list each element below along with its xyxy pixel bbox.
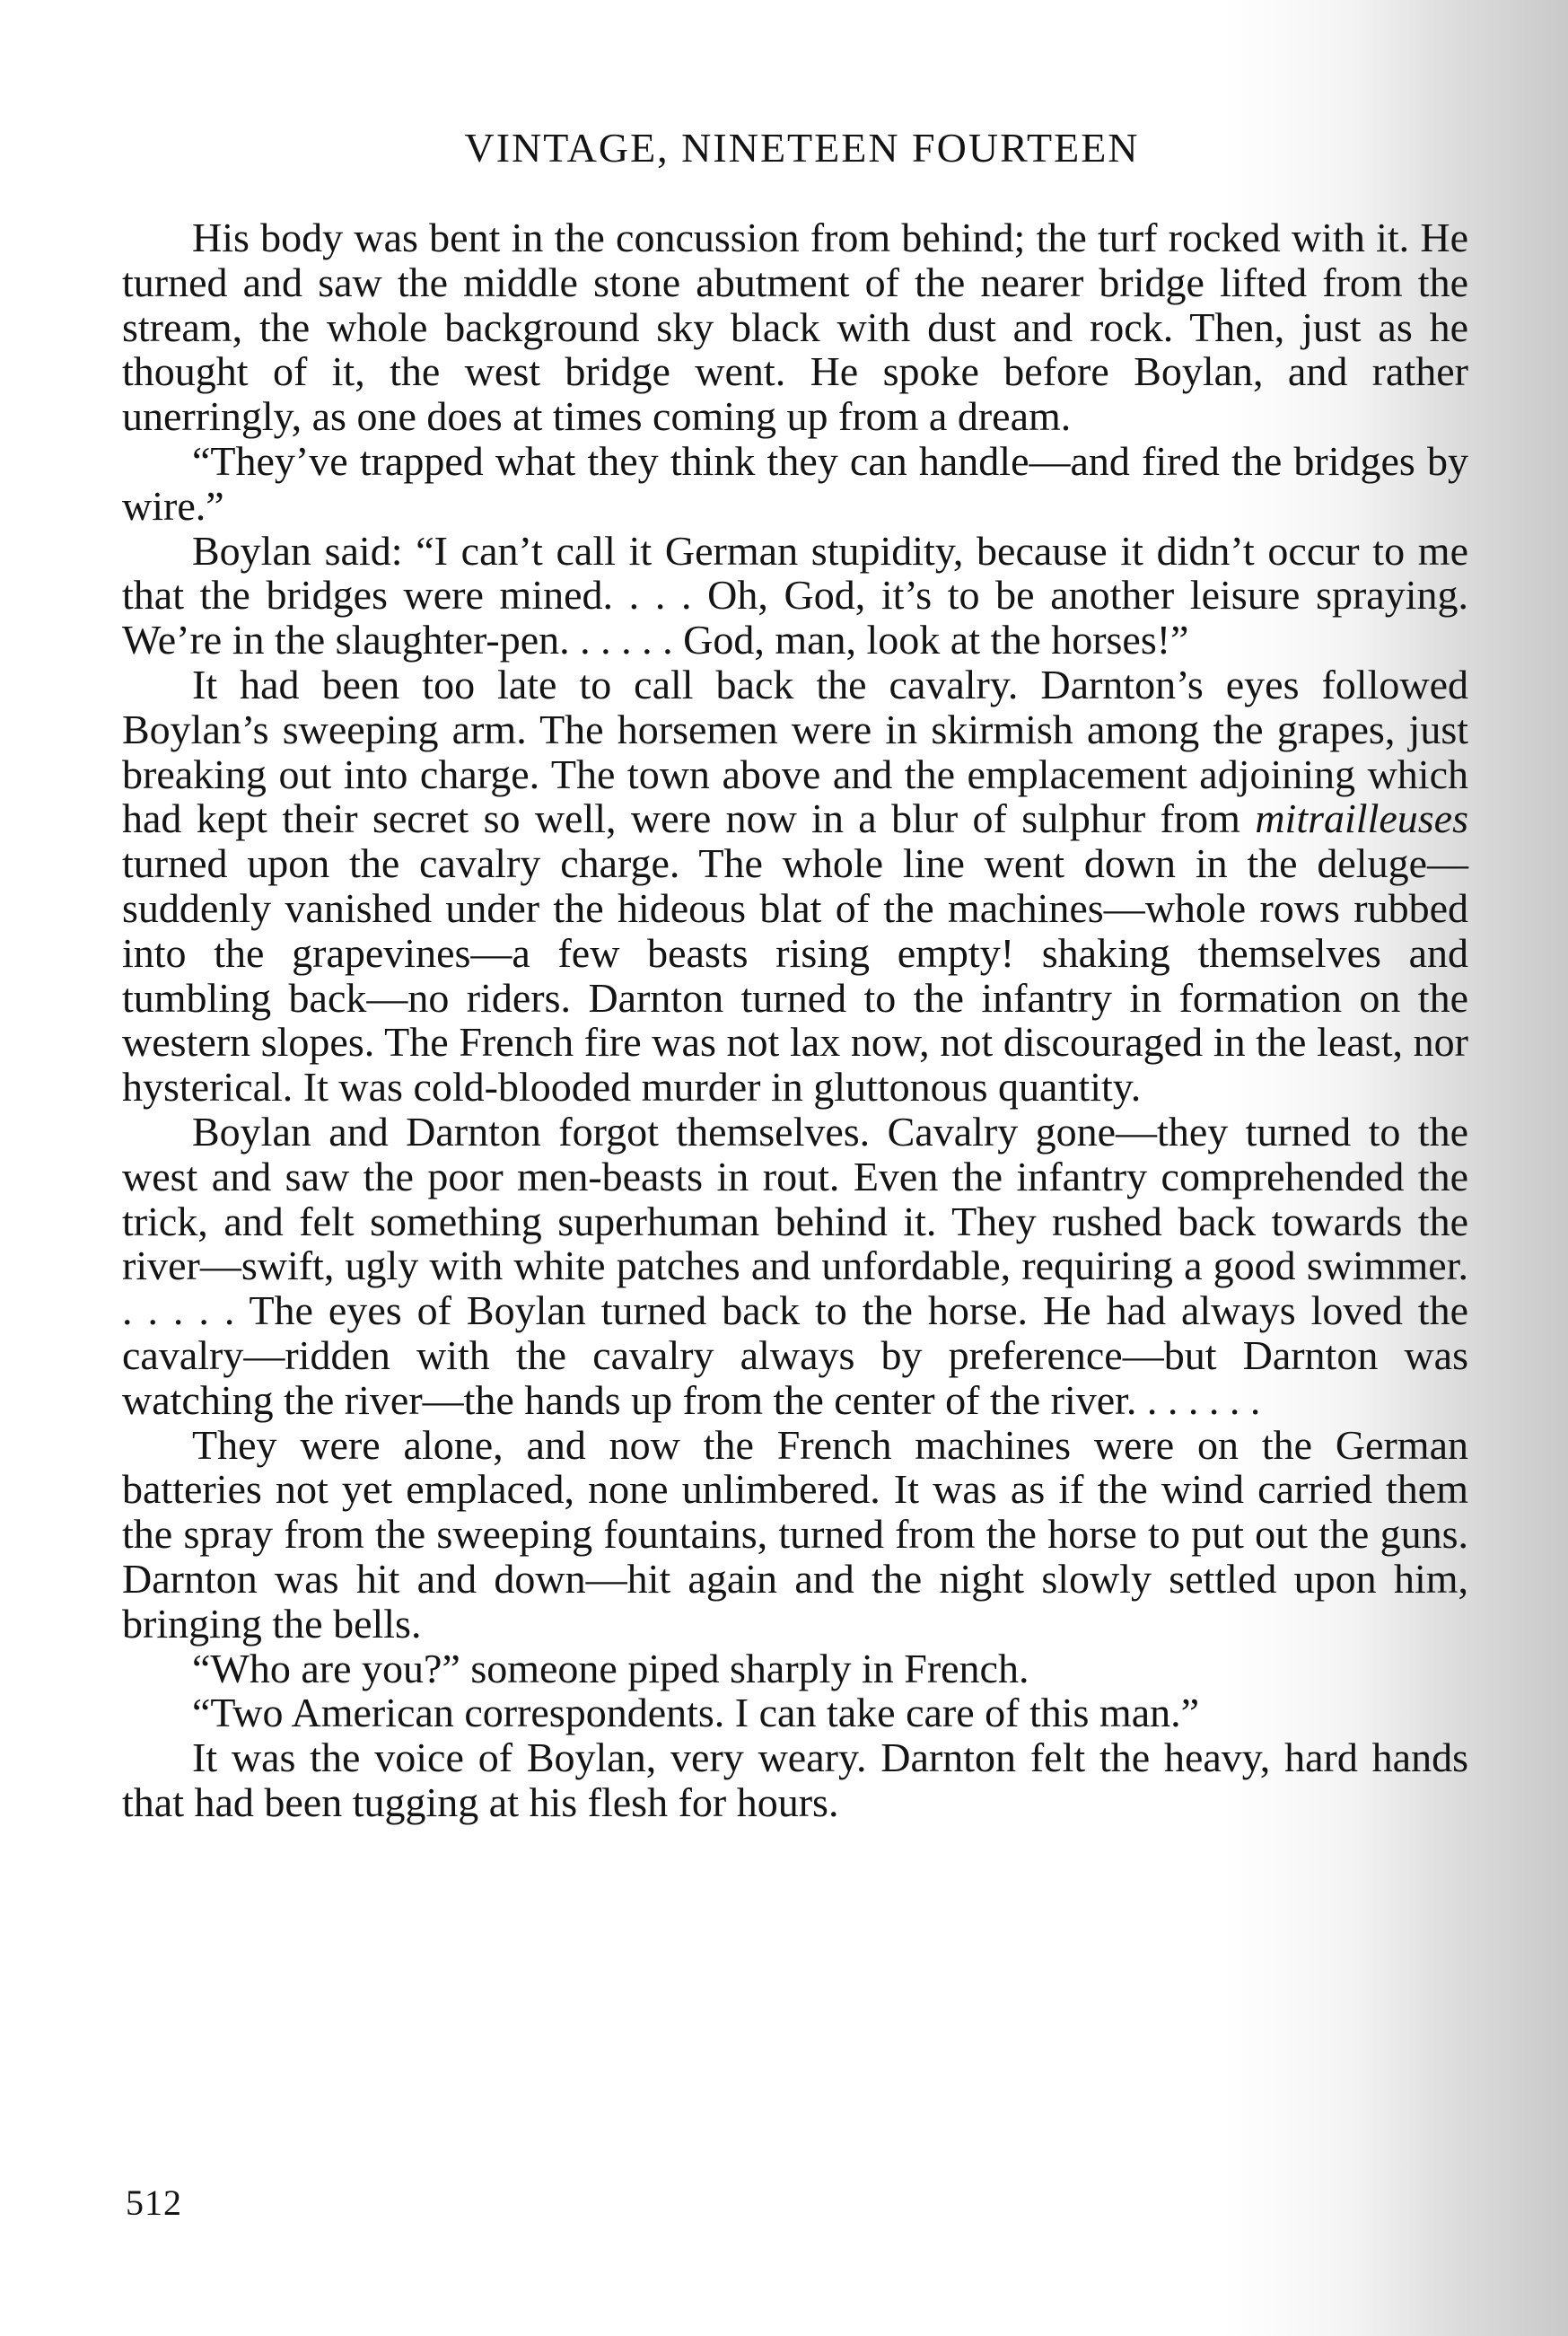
text-segment: “They’ve trapped what they think they can handle—and fired the bridges by wire.” bbox=[122, 437, 1468, 529]
text-segment: It was the voice of Boylan, very weary. Darnton felt the heavy, hard hands that had been tugging at his flesh for hours. bbox=[122, 1734, 1468, 1825]
text-segment: turned upon the cavalry charge. The whole line went down in the deluge—suddenly vanished under the hideous blat of the machines—whole rows rubbed into the grapevines—a few beasts rising empty! shaking themselves and tumbling back—no riders. Darnton turned to the infantry in formation on the western slopes. The French fire was not lax now, not discouraged in the least, nor hysterical. It was cold-blooded murder in gluttonous quantity. bbox=[122, 840, 1468, 1111]
paragraph bbox=[122, 1647, 1468, 1691]
text-segment: His body was bent in the concussion from behind; the turf rocked with it. He turned and saw the middle stone abutment of the nearer bridge lifted from the stream, the whole background sky black with dust and rock. Then, just as he thought of it, the west bridge went. He spoke before Boylan, and rather unerringly, as one does at times coming up from a dream. bbox=[122, 215, 1468, 440]
text-segment: Boylan and Darnton forgot themselves. Cavalry gone—they turned to the west and saw the poor men-beasts in rout. Even the infantry comprehended the trick, and felt something superhuman behind it. They rushed back towards the river—swift, ugly with white patches and unfordable, requiring a good swimmer. . . . . . The eyes of Boylan turned back to the horse. He had always loved the cavalry—ridden with the cavalry always by preference—but Darnton was watching the river—the hands up from the center of the river. . . . . . . bbox=[122, 1108, 1468, 1423]
text-segment: They were alone, and now the French machines were on the German batteries not yet emplaced, none unlimbered. It was as if the wind carried them the spray from the sweeping fountains, turned from the horse to put out the guns. Darnton was hit and down—hit again and the night slowly settled upon him, bringing the bells. bbox=[122, 1421, 1468, 1647]
paragraph bbox=[122, 663, 1468, 1110]
paragraph bbox=[122, 215, 1468, 439]
paragraph bbox=[122, 439, 1468, 529]
running-head: VINTAGE, NINETEEN FOURTEEN bbox=[464, 125, 1140, 171]
text-segment: Boylan said: “I can’t call it German stupidity, because it didn’t occur to me that the bridges were mined. . . . Oh, God, it’s to be another leisure spraying. We’re in the slaughter-pen. . . . . . God, man, look at the horses!” bbox=[122, 527, 1468, 663]
paragraph bbox=[122, 1691, 1468, 1735]
text-segment: “Who are you?” someone piped sharply in French. bbox=[192, 1645, 1029, 1691]
paragraph bbox=[122, 529, 1468, 663]
paragraph bbox=[122, 1423, 1468, 1647]
paragraph bbox=[122, 1735, 1468, 1825]
body-text bbox=[122, 215, 1468, 1825]
text-segment: “Two American correspondents. I can take care of this man.” bbox=[192, 1690, 1200, 1736]
text-segment: It had been too late to call back the cavalry. Darnton’s eyes followed Boylan’s sweeping arm. The horsemen were in skirmish among the grapes, just breaking out into charge. The town above and the emplacement adjoining which had kept their secret so well, were now in a blur of sulphur from bbox=[122, 661, 1468, 842]
paragraph bbox=[122, 1110, 1468, 1423]
italic-term: mitrailleuses bbox=[1255, 795, 1468, 842]
page-number: 512 bbox=[126, 2182, 182, 2223]
